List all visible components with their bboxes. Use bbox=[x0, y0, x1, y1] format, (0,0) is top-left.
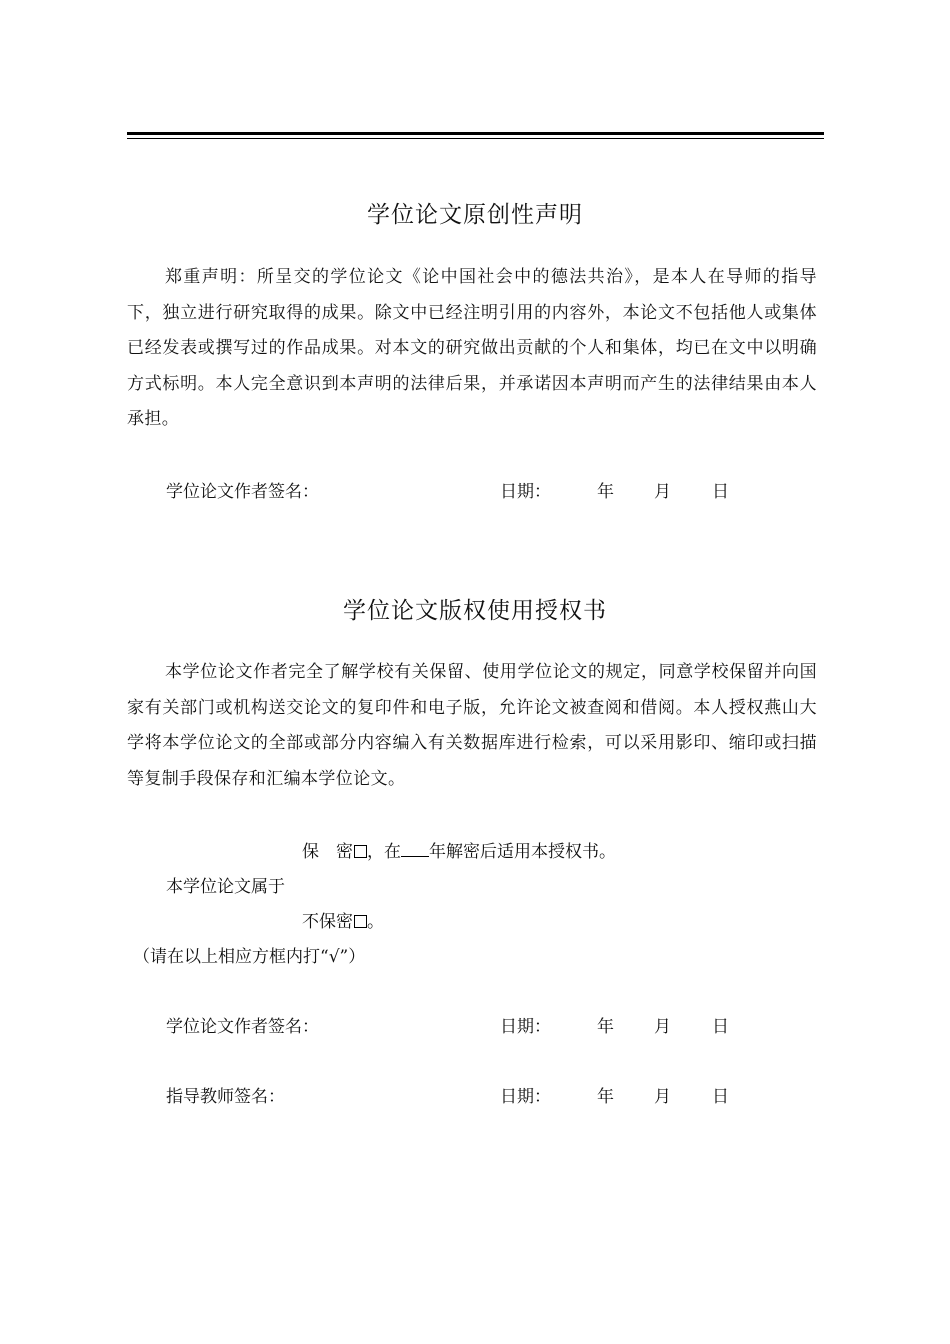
declaration-signature-label: 学位论文作者签名： bbox=[166, 482, 319, 502]
authorization-body: 本学位论文作者完全了解学校有关保留、使用学位论文的规定，同意学校保留并向国家有关部门或机构送交论文的复印件和电子版，允许论文被查阅和借阅。本人授权燕山大学将本学位论文的全部或部分内容编入有关数据库进行检索，可以采用影印、缩印或扫描等复制手段保存和汇编本学位论文。 bbox=[127, 662, 817, 789]
advisor-signature-label: 指导教师签名： bbox=[166, 1087, 285, 1107]
checkbox-instruction: （请在以上相应方框内打“√”） bbox=[133, 947, 366, 967]
declaration-date-label: 日期： bbox=[500, 482, 551, 502]
author-day-label: 日 bbox=[712, 1017, 729, 1037]
not-secret-label: 不保密 bbox=[302, 912, 353, 932]
secret-suffix-1: ，在 bbox=[367, 842, 401, 862]
declaration-day-label: 日 bbox=[712, 482, 729, 502]
advisor-month-label: 月 bbox=[654, 1087, 671, 1107]
secret-suffix-2: 年解密后适用本授权书。 bbox=[429, 842, 616, 862]
not-secret-suffix: 。 bbox=[367, 912, 384, 932]
author-year-label: 年 bbox=[597, 1017, 614, 1037]
belongs-label: 本学位论文属于 bbox=[166, 877, 285, 897]
author-date-label: 日期： bbox=[500, 1017, 551, 1037]
authorization-title: 学位论文版权使用授权书 bbox=[343, 598, 607, 624]
header-rule-thick bbox=[127, 132, 824, 135]
advisor-date-label: 日期： bbox=[500, 1087, 551, 1107]
secret-years-blank[interactable] bbox=[401, 856, 429, 857]
declaration-body: 郑重声明：所呈交的学位论文《论中国社会中的德法共治》，是本人在导师的指导下，独立进行研究取得的成果。除文中已经注明引用的内容外，本论文不包括他人或集体已经发表或撰写过的作品成果。对本文的研究做出贡献的个人和集体，均已在文中以明确方式标明。本人完全意识到本声明的法律后果，并承诺因本声明而产生的法律结果由本人承担。 bbox=[127, 267, 817, 429]
author-signature-label: 学位论文作者签名： bbox=[166, 1017, 319, 1037]
header-rule-thin bbox=[127, 138, 824, 139]
advisor-day-label: 日 bbox=[712, 1087, 729, 1107]
secret-label: 保 密 bbox=[302, 842, 353, 862]
not-secret-option-line bbox=[302, 907, 384, 932]
not-secret-checkbox[interactable] bbox=[354, 915, 367, 928]
declaration-year-label: 年 bbox=[597, 482, 614, 502]
author-month-label: 月 bbox=[654, 1017, 671, 1037]
declaration-month-label: 月 bbox=[654, 482, 671, 502]
secret-option-line bbox=[302, 837, 616, 862]
secret-checkbox[interactable] bbox=[354, 845, 367, 858]
declaration-title: 学位论文原创性声明 bbox=[367, 202, 583, 228]
advisor-year-label: 年 bbox=[597, 1087, 614, 1107]
